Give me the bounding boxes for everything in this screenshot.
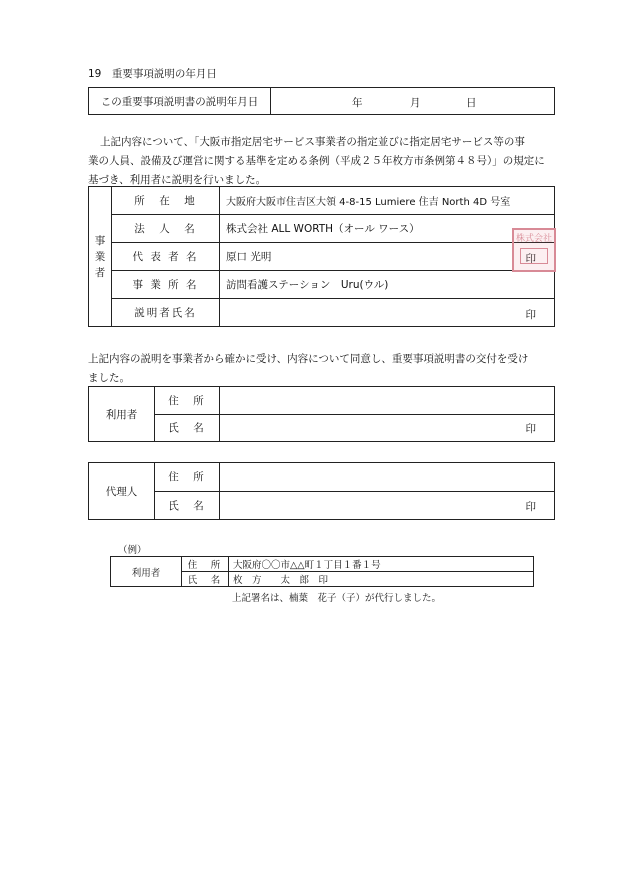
day-label: 日 xyxy=(466,97,477,109)
proxy-address-label: 住 所 xyxy=(155,463,220,492)
user-name-label: 氏 名 xyxy=(155,414,220,442)
example-name-label: 氏 名 xyxy=(182,572,229,587)
side-char: 事 xyxy=(94,234,106,247)
company-stamp xyxy=(512,228,556,272)
explainer-value-cell[interactable] xyxy=(220,299,555,327)
stamp-text: 株式会社 xyxy=(515,234,552,244)
seal-mark: 印 xyxy=(525,500,536,513)
date-table xyxy=(88,87,555,115)
example-table xyxy=(110,556,534,587)
example-address-value: 大阪府〇〇市△△町１丁目１番１号 xyxy=(229,557,534,572)
seal-mark: 印 xyxy=(525,253,536,265)
representative-value: 原口 光明 xyxy=(226,251,272,263)
proxy-name-label: 氏 名 xyxy=(155,491,220,520)
stamp-inner-frame xyxy=(520,248,548,264)
provider-address-label: 所 在 地 xyxy=(112,187,220,215)
proxy-address-field[interactable] xyxy=(220,463,555,492)
corporation-value[interactable]: 株式会社 ALL WORTH（オール ワース） xyxy=(220,215,555,243)
proxy-title: 代理人 xyxy=(89,463,155,520)
section-heading: 19 重要事項説明の年月日 xyxy=(88,68,217,80)
consent-line: 上記内容の説明を事業者から確かに受け、内容について同意し、重要事項説明書の交付を受け xyxy=(88,353,529,365)
example-name-value: 枚 方 太 郎 印 xyxy=(229,572,534,587)
intro-line: 基づき、利用者に説明を行いました。 xyxy=(88,174,267,186)
side-char: 業 xyxy=(94,250,106,263)
seal-mark: 印 xyxy=(525,309,536,321)
example-caption: （例） xyxy=(118,545,147,556)
year-label: 年 xyxy=(352,97,363,109)
office-value[interactable]: 訪問看護ステーション Uru(ウル) xyxy=(220,271,555,299)
intro-line: 業の人員、設備及び運営に関する基準を定める条例（平成２５年枚方市条例第４８号）」の規定に xyxy=(88,155,545,167)
explainer-label: 説明者氏名 xyxy=(112,299,220,327)
provider-side-label xyxy=(89,187,112,327)
user-table xyxy=(88,386,555,442)
proxy-table xyxy=(88,462,555,520)
example-note: 上記署名は、楠葉 花子（子）が代行しました。 xyxy=(232,593,442,604)
example-title: 利用者 xyxy=(111,557,182,587)
user-title: 利用者 xyxy=(89,387,155,442)
date-label: この重要事項説明書の説明年月日 xyxy=(89,88,271,115)
proxy-name-field[interactable] xyxy=(220,491,555,520)
intro-paragraph xyxy=(88,133,558,190)
corporation-label: 法 人 名 xyxy=(112,215,220,243)
user-name-field[interactable] xyxy=(220,414,555,442)
consent-line: ました。 xyxy=(88,372,130,384)
seal-mark: 印 xyxy=(525,422,536,435)
date-field[interactable] xyxy=(271,88,555,115)
user-address-field[interactable] xyxy=(220,387,555,415)
provider-table xyxy=(88,186,555,327)
month-label: 月 xyxy=(410,97,421,109)
example-address-label: 住 所 xyxy=(182,557,229,572)
user-address-label: 住 所 xyxy=(155,387,220,415)
consent-paragraph xyxy=(88,350,558,388)
intro-line: 上記内容について、「大阪市指定居宅サービス事業者の指定並びに指定居宅サービス等の事 xyxy=(100,136,525,148)
provider-address-value[interactable]: 大阪府大阪市住吉区大領 4-8-15 Lumiere 住吉 North 4D 号室 xyxy=(220,187,555,215)
representative-value-cell[interactable] xyxy=(220,243,555,271)
side-char: 者 xyxy=(94,266,106,279)
office-label: 事 業 所 名 xyxy=(112,271,220,299)
representative-label: 代 表 者 名 xyxy=(112,243,220,271)
